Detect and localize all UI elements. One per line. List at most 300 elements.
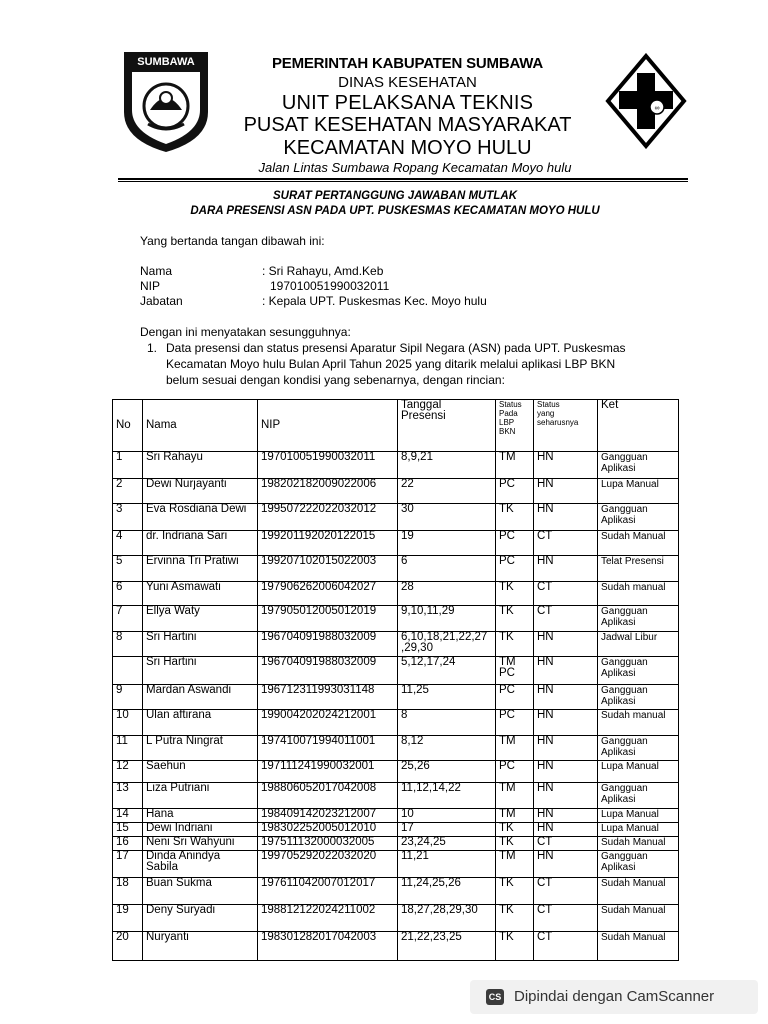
- cell-nip: [258, 836, 398, 851]
- cell-status-seharusnya-text: CT: [537, 530, 553, 542]
- header-rule: [118, 178, 688, 180]
- cell-tanggal-text: 5,12,17,24: [401, 656, 456, 669]
- cell-status-seharusnya: [534, 685, 598, 710]
- col-header-status-seharusnya-1: Status: [537, 400, 560, 409]
- intro-text: Yang bertanda tangan dibawah ini:: [140, 234, 325, 248]
- cell-no: [113, 808, 143, 823]
- cell-ket-text: Sudah manual: [601, 710, 666, 722]
- cell-no: [113, 823, 143, 836]
- col-header-no: No: [113, 400, 143, 452]
- cell-status-seharusnya-text: CT: [537, 581, 553, 593]
- cell-status-seharusnya: [534, 808, 598, 823]
- cell-status-seharusnya: [534, 657, 598, 685]
- col-header-ket: Ket: [598, 400, 679, 452]
- cell-status-lbp: [496, 735, 534, 760]
- cell-tanggal-text: 10: [401, 808, 414, 820]
- cell-ket-text: Aplikasi: [601, 463, 636, 474]
- cell-ket: [598, 904, 679, 931]
- cell-status-lbp-text: TK: [499, 822, 514, 835]
- cell-nip: [258, 632, 398, 657]
- cell-nama-text: L Putra Ningrat: [146, 735, 223, 747]
- cell-status-seharusnya-text: HN: [537, 451, 554, 463]
- cell-status-seharusnya: [534, 823, 598, 836]
- col-header-tanggal: [398, 400, 496, 452]
- cell-no: [113, 851, 143, 878]
- cell-nip-text: 198202182009022006: [261, 478, 377, 490]
- cell-nip: [258, 503, 398, 530]
- cell-tanggal-text: 6,10,18,21,22,27: [401, 631, 488, 644]
- cell-ket: [598, 851, 679, 878]
- cell-nip: [258, 931, 398, 960]
- cell-nama: [143, 823, 258, 836]
- header-puskesmas: PUSAT KESEHATAN MASYARAKAT: [243, 114, 572, 136]
- cell-no-text: 17: [116, 850, 129, 862]
- cell-status-lbp-text: TM: [499, 656, 516, 669]
- cell-status-lbp: [496, 530, 534, 555]
- cell-nama-text: Hana: [146, 808, 174, 820]
- cell-ket-text: Gangguan: [601, 606, 648, 618]
- cell-status-seharusnya: [534, 836, 598, 851]
- cell-ket: [598, 606, 679, 632]
- cell-ket-text: Aplikasi: [601, 514, 636, 526]
- cell-status-seharusnya: [534, 782, 598, 808]
- cell-ket: [598, 530, 679, 555]
- cell-nip-text: 199207102015022003: [261, 555, 377, 567]
- cell-nama-text: Sabila: [146, 861, 178, 873]
- cell-nip-text: 196704091988032009: [261, 631, 377, 644]
- table-row: [113, 503, 679, 530]
- cell-status-lbp-text: TM: [499, 782, 516, 794]
- cell-no-text: 6: [116, 581, 123, 593]
- cell-no-text: 3: [116, 503, 123, 515]
- cell-nama: [143, 452, 258, 479]
- cell-no-text: 19: [116, 904, 129, 916]
- cell-status-seharusnya-text: HN: [537, 808, 554, 820]
- cell-status-seharusnya-text: CT: [537, 836, 553, 848]
- table-header-row: [113, 400, 679, 452]
- cell-nip-text: 197111241990032001: [261, 760, 375, 772]
- cell-ket: [598, 555, 679, 581]
- cell-nip: [258, 555, 398, 581]
- header-department: DINAS KESEHATAN: [338, 74, 477, 91]
- cell-no: [113, 478, 143, 503]
- cell-nama-text: Sri Hartini: [146, 631, 197, 644]
- cell-status-lbp-text: PC: [499, 667, 515, 680]
- cell-status-lbp-text: TK: [499, 877, 514, 889]
- cell-ket-text: Gangguan: [601, 782, 648, 794]
- cell-no-text: 4: [116, 530, 123, 542]
- cell-no: [113, 735, 143, 760]
- camscanner-icon: CS: [486, 989, 504, 1005]
- cell-tanggal: [398, 931, 496, 960]
- cell-status-lbp: [496, 877, 534, 904]
- cell-ket: [598, 478, 679, 503]
- cell-status-seharusnya-text: CT: [537, 605, 553, 618]
- document-subtitle: DARA PRESENSI ASN PADA UPT. PUSKESMAS KECAMATAN MOYO HULU: [190, 205, 600, 217]
- cell-nip: [258, 657, 398, 685]
- cell-tanggal-text: 23,24,25: [401, 836, 446, 848]
- cell-ket: [598, 823, 679, 836]
- cell-tanggal: [398, 685, 496, 710]
- cell-tanggal: [398, 632, 496, 657]
- cell-no-text: 11: [116, 735, 128, 747]
- table-row: [113, 452, 679, 479]
- camscanner-text: Dipindai dengan CamScanner: [514, 988, 715, 1005]
- cell-nip-text: 197906262006042027: [261, 581, 377, 593]
- logo-text: SUMBAWA: [137, 56, 195, 68]
- cell-nip: [258, 782, 398, 808]
- cell-tanggal-text: 11,25: [401, 684, 429, 697]
- table-row: [113, 710, 679, 736]
- cell-nama: [143, 632, 258, 657]
- cell-status-lbp-text: PC: [499, 709, 515, 722]
- table-row: [113, 530, 679, 555]
- cell-status-seharusnya: [534, 503, 598, 530]
- table-row: [113, 851, 679, 878]
- cell-tanggal-text: 25,26: [401, 760, 430, 772]
- cell-nip-text: 196704091988032009: [261, 656, 377, 669]
- camscanner-watermark: [470, 980, 758, 1014]
- jabatan-value: : Kepala UPT. Puskesmas Kec. Moyo hulu: [262, 294, 487, 308]
- cell-status-seharusnya: [534, 606, 598, 632]
- cell-ket: [598, 452, 679, 479]
- cell-status-seharusnya-text: HN: [537, 555, 554, 567]
- col-header-status-lbp-1: Status: [499, 400, 522, 409]
- table-row: [113, 782, 679, 808]
- cell-no-text: 2: [116, 478, 123, 490]
- nip-value: 197010051990032011: [270, 279, 390, 293]
- cell-ket-text: Jadwal Libur: [601, 632, 658, 644]
- cell-status-seharusnya-text: CT: [537, 904, 553, 916]
- cell-no-text: 14: [116, 808, 129, 820]
- cell-nama-text: Dewi Indriani: [146, 822, 213, 835]
- cell-ket-text: Lupa Manual: [601, 823, 659, 835]
- cell-nama-text: dr. Indriana Sari: [146, 530, 228, 542]
- nama-value: : Sri Rahayu, Amd.Keb: [262, 264, 384, 278]
- cell-status-lbp-text: TM: [499, 850, 516, 862]
- table-row: [113, 555, 679, 581]
- cell-ket: [598, 931, 679, 960]
- cell-no-text: 20: [116, 931, 129, 943]
- cell-ket: [598, 581, 679, 606]
- cell-no-text: 15: [116, 822, 129, 835]
- cell-nip: [258, 808, 398, 823]
- col-header-tanggal-1: Tanggal: [401, 399, 442, 411]
- cell-status-seharusnya: [534, 478, 598, 503]
- cell-nama: [143, 836, 258, 851]
- cell-ket-text: Gangguan: [601, 503, 648, 515]
- cell-tanggal-text: 8,9,21: [401, 451, 433, 463]
- cell-ket-text: Sudah Manual: [601, 836, 666, 848]
- cell-no: [113, 606, 143, 632]
- cell-status-lbp: [496, 782, 534, 808]
- cell-nama-text: Deny Suryadi: [146, 904, 216, 916]
- cell-nama-text: Eva Rosdiana Dewi: [146, 503, 247, 515]
- cell-nip: [258, 877, 398, 904]
- cell-ket-text: Gangguan: [601, 685, 648, 697]
- cell-no-text: 13: [116, 782, 129, 794]
- cell-tanggal-text: 9,10,11,29: [401, 605, 455, 618]
- col-header-status-lbp-4: BKN: [499, 427, 516, 436]
- cell-nip-text: 197905012005012019: [261, 605, 377, 618]
- cell-nama-text: Liza Putriani: [146, 782, 210, 794]
- cell-nip: [258, 710, 398, 736]
- cell-no-text: 10: [116, 709, 129, 722]
- cell-nama-text: Neni Sri Wahyuni: [146, 836, 235, 848]
- cell-nip-text: 198409142023212007: [261, 808, 377, 820]
- cell-status-lbp: [496, 555, 534, 581]
- cell-no: [113, 657, 143, 685]
- cell-tanggal-text: 22: [401, 478, 414, 490]
- cell-status-lbp-text: PC: [499, 478, 515, 490]
- cell-tanggal-text: ,29,30: [401, 642, 433, 655]
- cell-nama-text: Buan Sukma: [146, 877, 212, 889]
- cell-ket: [598, 710, 679, 736]
- cell-no-text: 8: [116, 631, 123, 644]
- cell-ket-text: Aplikasi: [601, 696, 636, 708]
- cell-tanggal: [398, 606, 496, 632]
- cell-ket-text: Gangguan: [601, 851, 648, 862]
- cell-nama: [143, 503, 258, 530]
- cell-status-seharusnya: [534, 735, 598, 760]
- cell-nama: [143, 555, 258, 581]
- cell-nip-text: 199507222022032012: [261, 503, 377, 515]
- cell-no: [113, 760, 143, 782]
- cell-status-seharusnya-text: HN: [537, 656, 554, 669]
- cell-ket-text: Aplikasi: [601, 668, 636, 680]
- cell-tanggal: [398, 555, 496, 581]
- cell-nama: [143, 760, 258, 782]
- cell-tanggal-text: 11,24,25,26: [401, 877, 461, 889]
- cell-status-seharusnya: [534, 581, 598, 606]
- cell-ket-text: Sudah Manual: [601, 877, 666, 889]
- cell-tanggal: [398, 530, 496, 555]
- cell-nama: [143, 685, 258, 710]
- cell-tanggal: [398, 877, 496, 904]
- cell-nama: [143, 782, 258, 808]
- cell-nama: [143, 877, 258, 904]
- cell-tanggal-text: 11,21: [401, 850, 429, 862]
- col-header-status-seharusnya-3: seharusnya: [537, 418, 579, 427]
- cell-status-seharusnya-text: HN: [537, 631, 554, 644]
- table-row: [113, 685, 679, 710]
- cell-nip-text: 198302252005012010: [261, 822, 377, 835]
- svg-text:∞: ∞: [654, 105, 660, 112]
- cell-status-seharusnya-text: HN: [537, 503, 554, 515]
- cell-status-lbp: [496, 685, 534, 710]
- cell-ket-text: Aplikasi: [601, 617, 636, 629]
- cell-status-lbp: [496, 904, 534, 931]
- cell-status-lbp: [496, 931, 534, 960]
- cell-status-lbp-text: TK: [499, 581, 514, 593]
- cell-nama: [143, 735, 258, 760]
- cell-status-seharusnya: [534, 710, 598, 736]
- cell-status-lbp: [496, 452, 534, 479]
- table-row: [113, 581, 679, 606]
- cell-status-lbp-text: TK: [499, 631, 514, 644]
- cell-tanggal-text: 8,12: [401, 735, 424, 747]
- cell-no: [113, 877, 143, 904]
- cell-nip-text: 198301282017042003: [261, 931, 377, 943]
- cell-no-text: 7: [116, 605, 123, 618]
- cell-ket: [598, 657, 679, 685]
- cell-status-lbp: [496, 478, 534, 503]
- cell-status-lbp-text: TM: [499, 808, 516, 820]
- cell-nip: [258, 851, 398, 878]
- cell-nip-text: 197511132000032005: [261, 836, 375, 848]
- cell-no-text: 18: [116, 877, 129, 889]
- cell-no: [113, 782, 143, 808]
- cell-nama-text: Mardan Aswandi: [146, 684, 232, 697]
- cell-status-seharusnya-text: HN: [537, 735, 554, 747]
- cell-ket-text: Sudah manual: [601, 581, 666, 593]
- cell-status-seharusnya-text: CT: [537, 877, 553, 889]
- cell-status-seharusnya: [534, 904, 598, 931]
- header-district: KECAMATAN MOYO HULU: [283, 137, 532, 159]
- sumbawa-regency-logo: [120, 50, 212, 154]
- cell-nip: [258, 530, 398, 555]
- cell-status-lbp-text: TK: [499, 605, 514, 618]
- cell-nip-text: 199705292022032020: [261, 850, 377, 862]
- cell-status-lbp-text: TM: [499, 451, 516, 463]
- cell-status-lbp: [496, 606, 534, 632]
- cell-nip-text: 198806052017042008: [261, 782, 377, 794]
- cell-tanggal-text: 8: [401, 709, 408, 722]
- header-unit: UNIT PELAKSANA TEKNIS: [281, 92, 534, 114]
- cell-nama: [143, 478, 258, 503]
- cell-status-lbp: [496, 503, 534, 530]
- point-line-2: Kecamatan Moyo hulu Bulan April Tahun 2025 yang ditarik melalui aplikasi LBP BKN: [166, 357, 616, 371]
- col-header-nama: Nama: [143, 400, 258, 452]
- cell-status-lbp: [496, 851, 534, 878]
- cell-status-lbp: [496, 657, 534, 685]
- cell-tanggal-text: 18,27,28,29,30: [401, 904, 478, 916]
- cell-nama: [143, 606, 258, 632]
- cell-ket-text: Lupa Manual: [601, 478, 659, 490]
- table-row: [113, 760, 679, 782]
- cell-no-text: 12: [116, 760, 129, 772]
- nama-label: Nama: [140, 264, 173, 278]
- cell-status-seharusnya-text: HN: [537, 822, 554, 835]
- cell-no: [113, 530, 143, 555]
- cell-ket: [598, 685, 679, 710]
- cell-tanggal: [398, 808, 496, 823]
- cell-nama-text: Nuryanti: [146, 931, 189, 943]
- cell-status-lbp-text: TK: [499, 931, 514, 943]
- cell-tanggal-text: 28: [401, 581, 414, 593]
- cell-ket-text: Gangguan: [601, 657, 648, 669]
- cell-status-lbp-text: TK: [499, 503, 514, 515]
- cell-status-seharusnya-text: HN: [537, 684, 554, 697]
- cell-no: [113, 685, 143, 710]
- cell-nama-text: Ellya Waty: [146, 605, 200, 618]
- cell-status-seharusnya-text: HN: [537, 850, 554, 862]
- cell-tanggal-text: 6: [401, 555, 408, 567]
- cell-status-seharusnya-text: HN: [537, 478, 554, 490]
- cell-tanggal: [398, 581, 496, 606]
- table-row: [113, 931, 679, 960]
- cell-ket-text: Aplikasi: [601, 793, 636, 805]
- cell-status-lbp: [496, 760, 534, 782]
- cell-tanggal: [398, 452, 496, 479]
- cell-ket: [598, 735, 679, 760]
- cell-nama: [143, 808, 258, 823]
- cell-status-seharusnya: [534, 530, 598, 555]
- table-row: [113, 632, 679, 657]
- cell-nip: [258, 685, 398, 710]
- cell-nip: [258, 452, 398, 479]
- cell-nip-text: 199004202024212001: [261, 709, 377, 722]
- cell-tanggal: [398, 782, 496, 808]
- cell-status-lbp: [496, 823, 534, 836]
- cell-nip: [258, 904, 398, 931]
- cell-nip: [258, 823, 398, 836]
- cell-nama-text: Dewi Nurjayanti: [146, 478, 227, 490]
- table-row: [113, 904, 679, 931]
- cell-nip: [258, 735, 398, 760]
- table-row: [113, 836, 679, 851]
- cell-nama-text: Sri Hartini: [146, 656, 197, 669]
- table-row: [113, 478, 679, 503]
- cell-nama: [143, 904, 258, 931]
- header-address: Jalan Lintas Sumbawa Ropang Kecamatan Moyo hulu: [258, 160, 572, 175]
- cell-nama: [143, 931, 258, 960]
- cell-status-lbp: [496, 808, 534, 823]
- cell-ket-text: Gangguan: [601, 735, 648, 747]
- cell-status-seharusnya: [534, 632, 598, 657]
- cell-tanggal: [398, 836, 496, 851]
- jabatan-label: Jabatan: [140, 294, 183, 308]
- cell-status-seharusnya-text: HN: [537, 782, 554, 794]
- cell-nama: [143, 581, 258, 606]
- col-header-status-lbp: [496, 400, 534, 452]
- cell-ket-text: Aplikasi: [601, 862, 636, 873]
- cell-tanggal: [398, 503, 496, 530]
- cell-status-lbp: [496, 632, 534, 657]
- cell-nama: [143, 530, 258, 555]
- cell-tanggal-text: 21,22,23,25: [401, 931, 462, 943]
- cell-nip-text: 197611042007012017: [261, 877, 376, 889]
- statement-text: Dengan ini menyatakan sesungguhnya:: [140, 325, 351, 339]
- cell-status-seharusnya: [534, 760, 598, 782]
- table-row: [113, 606, 679, 632]
- cell-nip: [258, 581, 398, 606]
- point-number: 1.: [147, 341, 158, 355]
- cell-status-lbp: [496, 581, 534, 606]
- point-line-1: Data presensi dan status presensi Aparatur Sipil Negara (ASN) pada UPT. Puskesmas: [166, 341, 626, 355]
- cell-status-seharusnya: [534, 931, 598, 960]
- cell-no: [113, 931, 143, 960]
- col-header-status-seharusnya-2: yang: [537, 409, 555, 418]
- cell-nama-text: Saehun: [146, 760, 186, 772]
- cell-tanggal: [398, 657, 496, 685]
- cell-nip: [258, 760, 398, 782]
- cell-status-lbp: [496, 836, 534, 851]
- cell-ket-text: Lupa Manual: [601, 808, 659, 820]
- cell-no: [113, 632, 143, 657]
- cell-tanggal: [398, 735, 496, 760]
- cell-status-seharusnya: [534, 452, 598, 479]
- cell-nip-text: 197410071994011001: [261, 735, 376, 747]
- cell-ket: [598, 808, 679, 823]
- cell-no: [113, 836, 143, 851]
- cell-tanggal: [398, 760, 496, 782]
- cell-status-lbp-text: PC: [499, 530, 515, 542]
- cell-ket: [598, 760, 679, 782]
- cell-ket: [598, 632, 679, 657]
- cell-no-text: 1: [116, 451, 123, 463]
- table-row: [113, 657, 679, 685]
